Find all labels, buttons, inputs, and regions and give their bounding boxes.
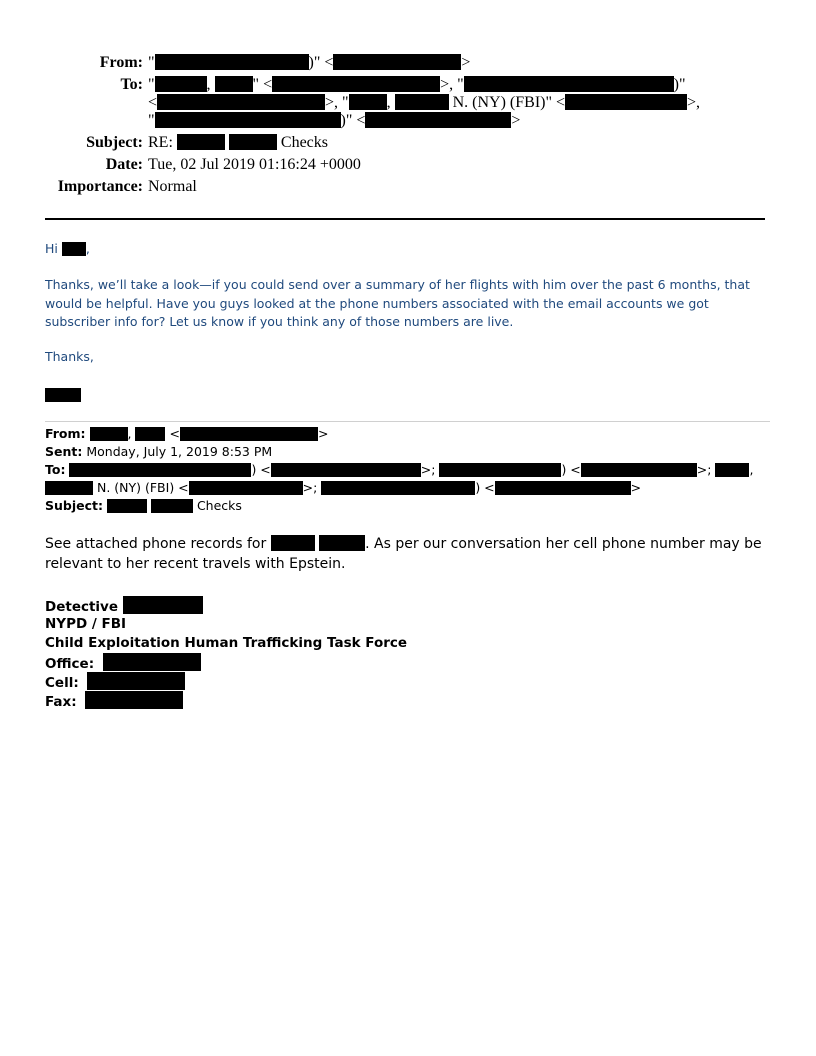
redaction [395,94,449,110]
redaction [439,463,561,477]
fwd-from: From: , < > [45,426,329,441]
redaction [155,76,207,92]
to-value-line1: " , " < >, " )" [148,76,686,93]
redaction [45,481,93,495]
redaction [189,481,303,495]
redaction [135,427,165,441]
reply-signature-redaction [45,386,81,404]
fwd-body-line2: relevant to her recent travels with Epstein. [45,556,346,572]
sig-title: Detective [45,596,203,617]
redaction [565,94,687,110]
from-value: " )" < > [148,54,471,71]
redaction [581,463,697,477]
importance-value: Normal [148,178,197,195]
header-divider [45,218,765,220]
redaction [321,481,475,495]
message-separator [45,421,770,422]
date-value: Tue, 02 Jul 2019 01:16:24 +0000 [148,156,361,173]
to-value-line2: < >, " , N. (NY) (FBI)" < >, [148,94,701,111]
reply-paragraph: Thanks, we’ll take a look—if you could send over a summary of her flights with him over the past 6 months, that would be helpful. Have you guys looked at the phone numbers associated with the email accounts we got subscriber info for? Let us know if you think any of those numbers are live. [45,277,750,329]
sig-office: Office: [45,653,201,674]
redaction [229,134,277,150]
redaction [177,134,225,150]
redaction [333,54,461,70]
redaction [157,94,325,110]
sig-fax: Fax: [45,691,183,712]
from-label: From: [99,54,143,71]
reply-closing: Thanks, [45,349,94,364]
redaction [123,596,203,614]
fwd-sent: Sent: Monday, July 1, 2019 8:53 PM [45,444,273,459]
redaction [85,691,183,709]
redaction [103,653,201,671]
redaction [215,76,253,92]
redaction [62,242,86,256]
redaction [715,463,749,477]
subject-label: Subject: [86,134,143,151]
redaction [155,112,341,128]
to-value-line3: " )" < > [148,112,521,129]
sig-cell: Cell: [45,672,185,693]
importance-label: Importance: [57,178,143,195]
redaction [464,76,674,92]
redaction [151,499,193,513]
redaction [271,535,315,551]
redaction [319,535,365,551]
to-label: To: [120,76,143,93]
subject-value: RE: Checks [148,134,328,151]
sig-org: NYPD / FBI [45,616,127,632]
fwd-subject: Subject: Checks [45,498,242,513]
fwd-to-line2: N. (NY) (FBI) < >; ) < > [45,479,641,497]
fwd-body-line1: See attached phone records for . As per our conversation her cell phone number may be [45,536,762,552]
fwd-to-line1: To: ) < >; ) < >; , [45,462,754,477]
redaction [45,388,81,402]
redaction [107,499,147,513]
redaction [87,672,185,690]
date-label: Date: [105,156,143,173]
redaction [155,54,309,70]
redaction [271,463,421,477]
redaction [365,112,511,128]
redaction [180,427,318,441]
redaction [272,76,440,92]
redaction [495,481,631,495]
sig-unit: Child Exploitation Human Trafficking Task Force [45,635,408,651]
redaction [90,427,128,441]
greeting: Hi , [45,241,90,256]
redaction [69,463,251,477]
redaction [349,94,387,110]
